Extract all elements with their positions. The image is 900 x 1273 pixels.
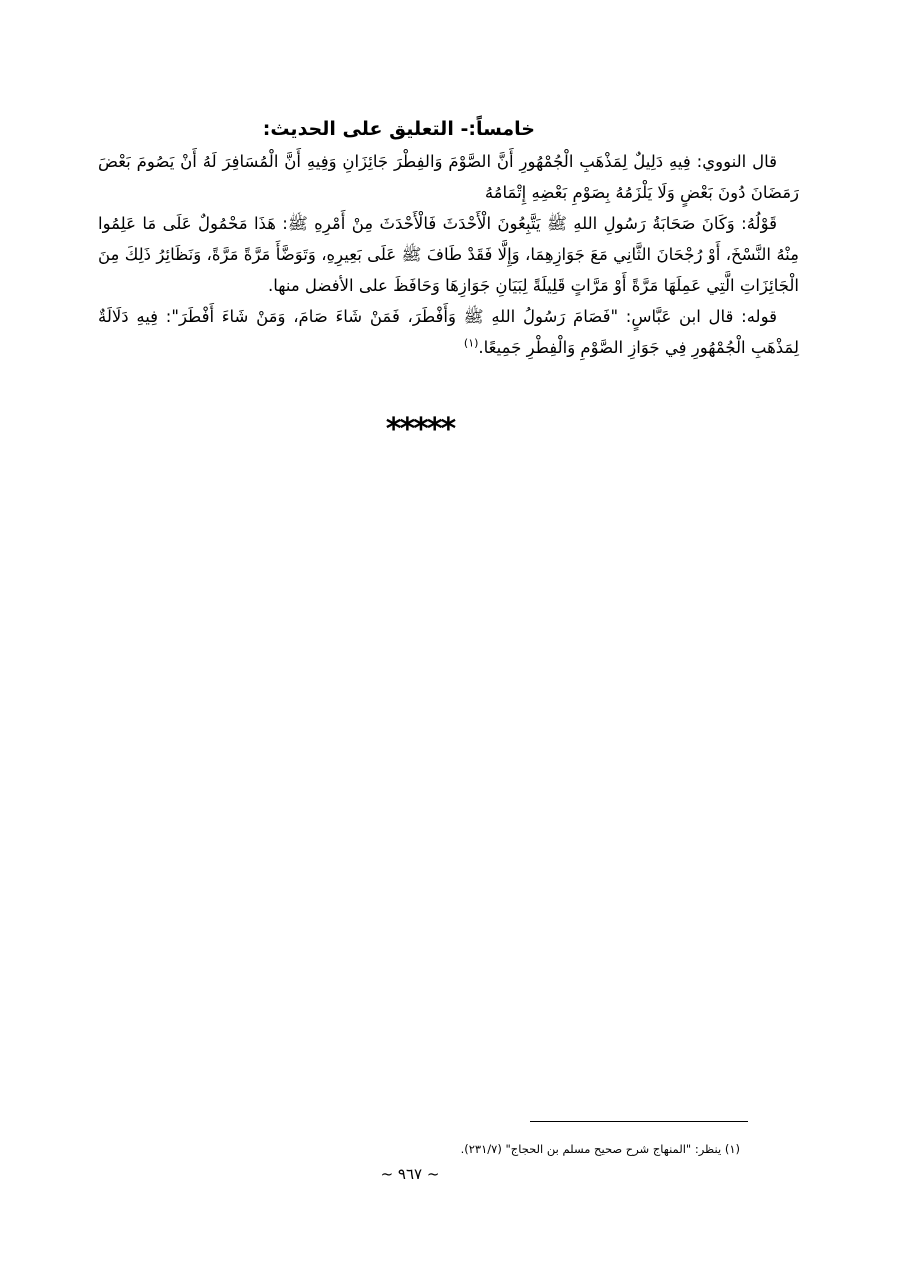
paragraph-label: قوله: [741, 307, 777, 326]
paragraph-nawawi [98, 146, 799, 208]
paragraph-qawluhu [98, 208, 799, 301]
paragraph-label: قال النووي: [696, 152, 777, 171]
paragraph-text: فِيهِ دَلِيلٌ لِمَذْهَبِ الْجُمْهُورِ أَنَّ الصَّوْمَ وَالفِطْرَ جَائِزَانِ وَفِيهِ أَنَّ الْمُسَافِرَ لَهُ أَنْ يَصُومَ بَعْضَ رَمَضَانَ دُونَ بَعْضٍ وَلَا يَلْزَمُهُ بِصَوْمِ بَعْضِهِ إِتْمَامُهُ [98, 152, 799, 202]
paragraph-text: قال ابن عَبَّاسٍ: "فَصَامَ رَسُولُ اللهِ ﷺ وَأَفْطَرَ، فَمَنْ شَاءَ صَامَ، وَمَنْ شَاءَ أَفْطَرَ": فِيهِ دَلَالَةٌ لِمَذْهَبِ الْجُمْهُورِ فِي جَوَازِ الصَّوْمِ وَالْفِطْرِ جَمِيعًا. [98, 307, 799, 357]
section-heading-number: خامساً [475, 118, 535, 140]
paragraph-label: قَوْلُهُ: [741, 214, 777, 233]
footnote: (١) ينظر: "المنهاج شرح صحيح مسلم بن الحجاج" (٢٣١/٧). [460, 1142, 740, 1156]
body-text [98, 146, 799, 363]
paragraph-ibn-abbas [98, 301, 799, 363]
footnote-reference[interactable]: (١) [463, 336, 479, 350]
section-heading-title: :- التعليق على الحديث: [262, 118, 476, 140]
page-number: ~ ٩٦٧ ~ [380, 1165, 440, 1183]
section-heading [100, 115, 535, 143]
section-separator: ***** [385, 412, 455, 447]
paragraph-text: وَكَانَ صَحَابَةُ رَسُولِ اللهِ ﷺ يَتَّبِعُونَ الْأَحْدَثَ فَالْأَحْدَثَ مِنْ أَمْرِهِ ﷺ: هَذَا مَحْمُولٌ عَلَى مَا عَلِمُوا مِنْهُ النَّسْخَ، أَوْ رُجْحَانَ الثَّانِي مَعَ جَوَازِهِمَا، وَإِلَّا فَقَدْ طَافَ ﷺ عَلَى بَعِيرِهِ، وَتَوَضَّأَ مَرَّةً مَرَّةً، وَنَظَائِرُ ذَلِكَ مِنَ الْجَائِزَاتِ الَّتِي عَمِلَهَا مَرَّةً أَوْ مَرَّاتٍ قَلِيلَةً لِبَيَانِ جَوَازِهَا وَحَافَظَ على الأفضل منها. [98, 214, 799, 295]
footnote-divider [530, 1121, 748, 1122]
